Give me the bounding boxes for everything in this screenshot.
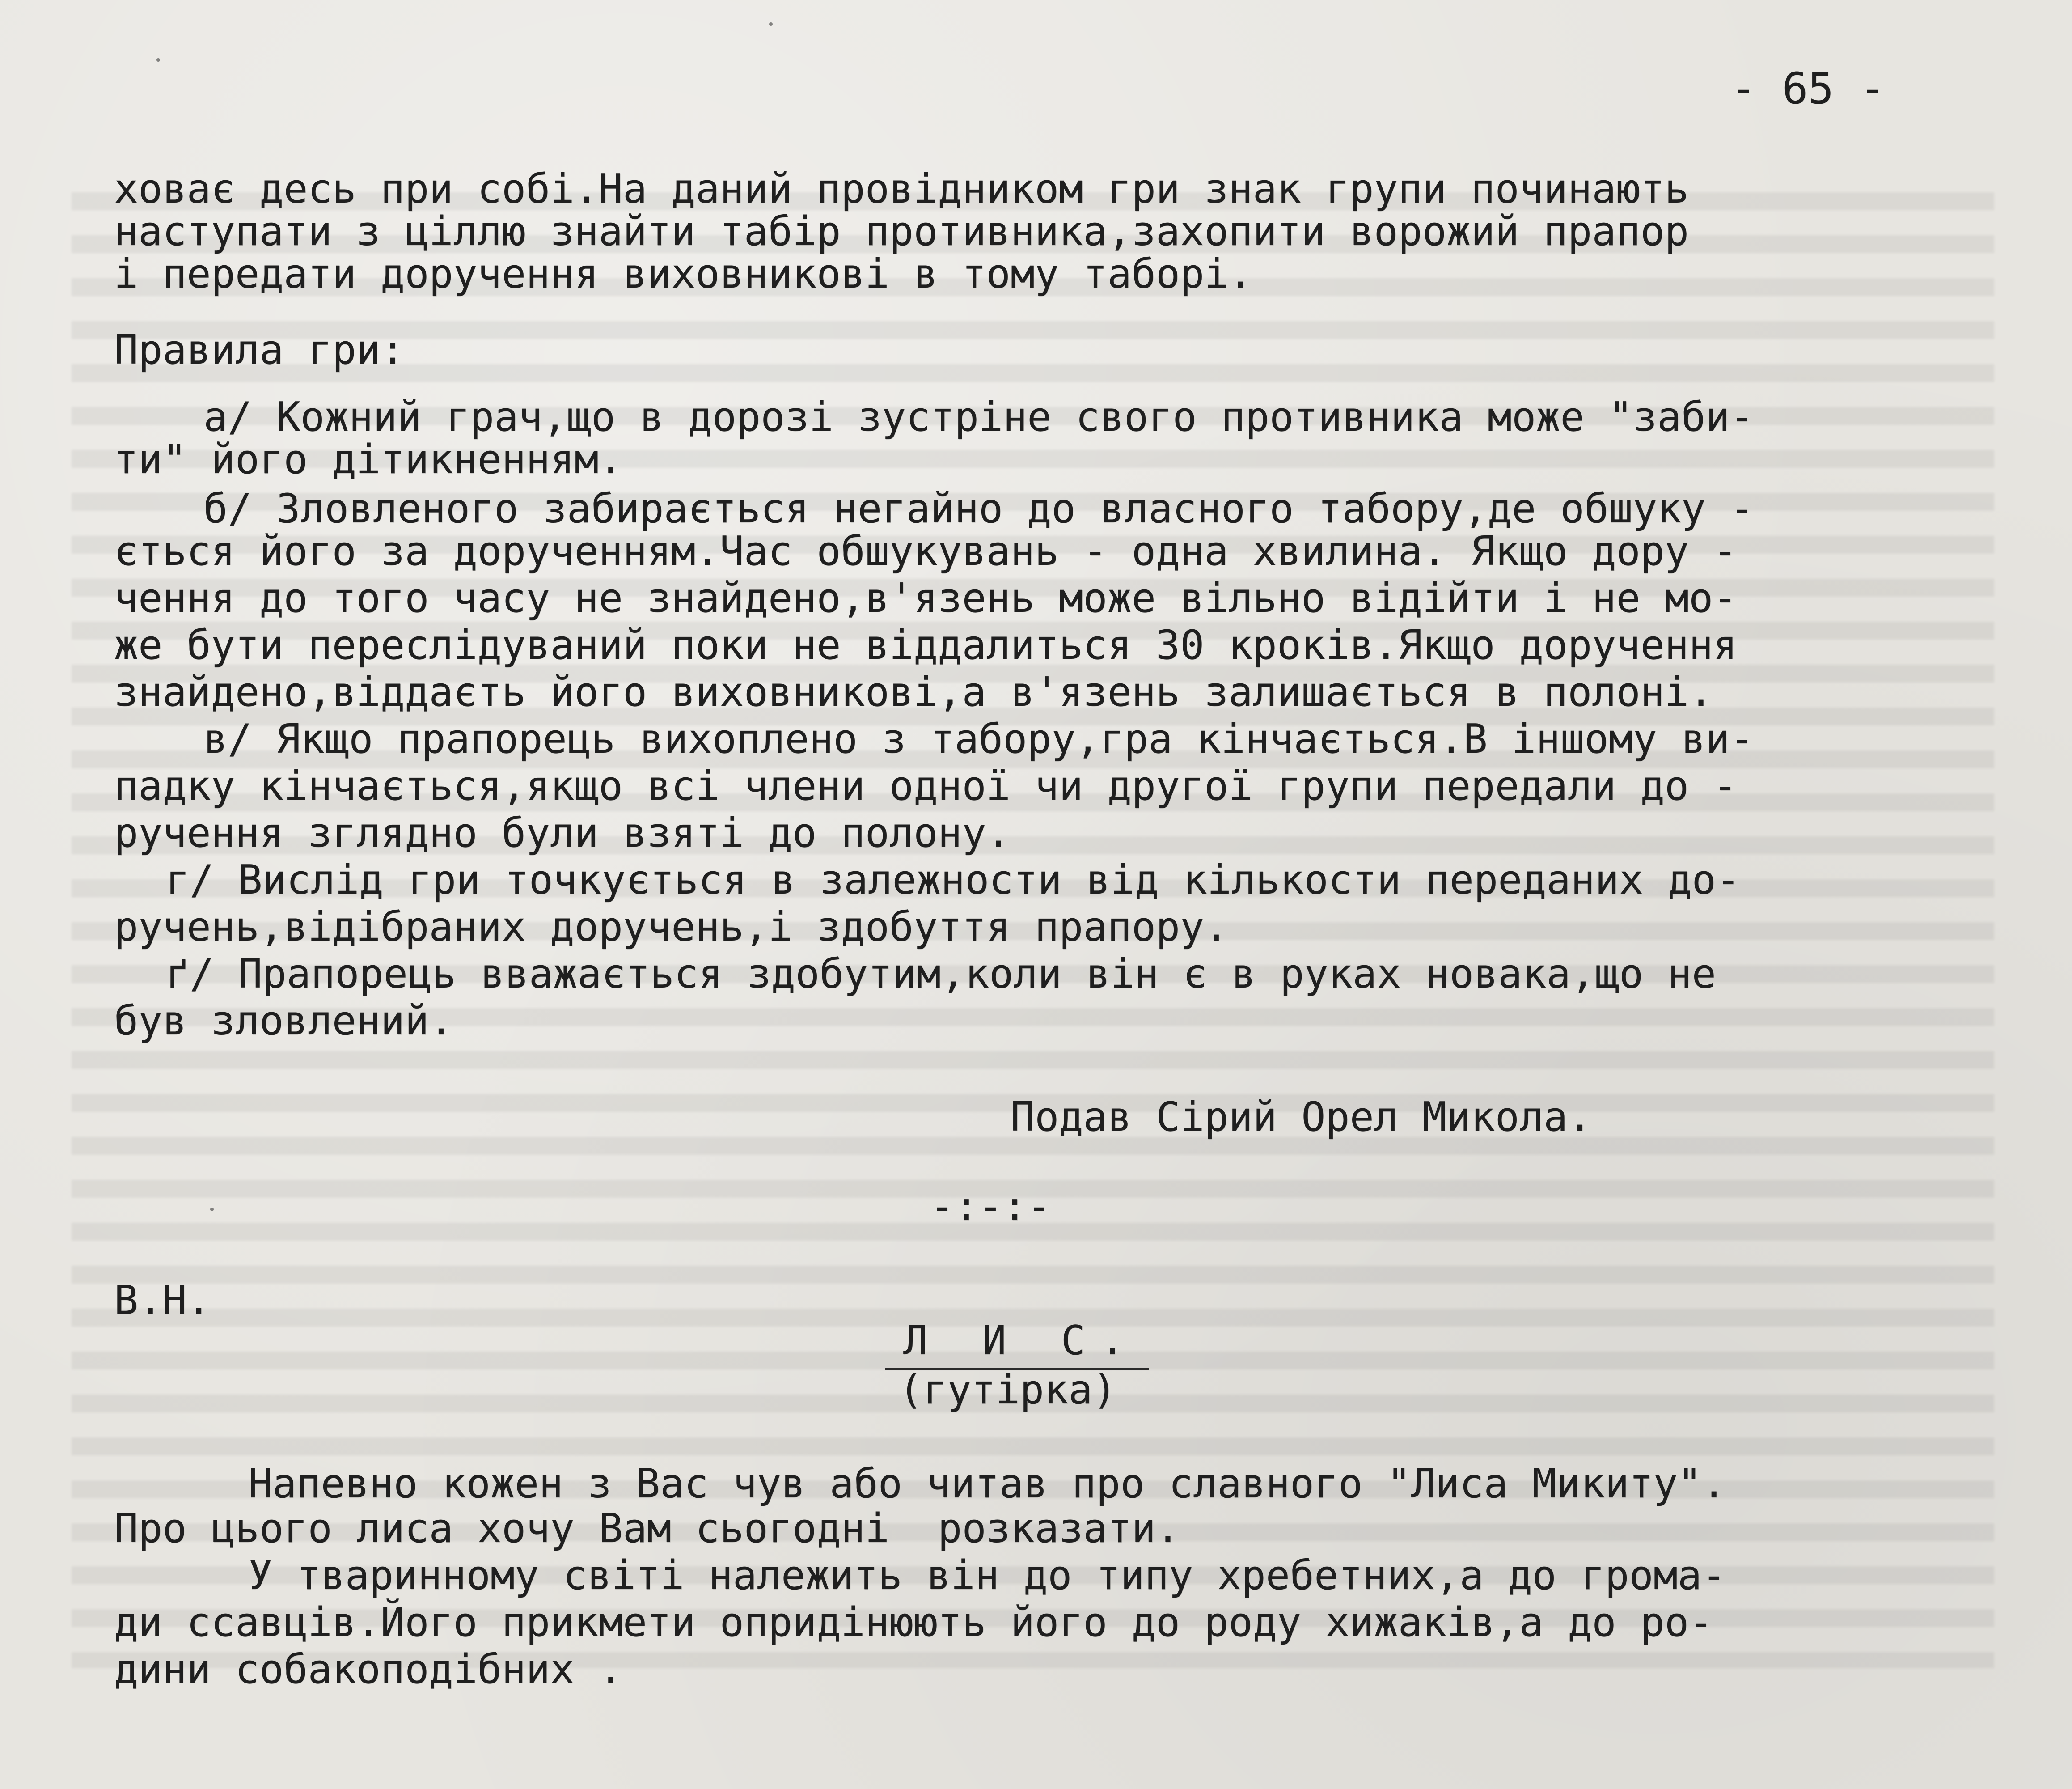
section-label: В.Н.	[114, 1277, 211, 1324]
text-line: і передати доручення виховникові в тому таборі.	[114, 250, 1253, 297]
article-line: Напевно кожен з Вас чув або читав про славного "Лиса Микиту".	[248, 1460, 1726, 1507]
text-line: знайдено,віддаєть його виховникові,а в'язень залишається в полоні.	[114, 669, 1713, 716]
page-number: - 65 -	[1730, 64, 1886, 114]
text-line: був зловлений.	[114, 997, 453, 1044]
signature: Подав Сірий Орел Микола.	[1011, 1094, 1592, 1140]
text-line: ручень,відібраних доручень,і здобуття прапору.	[114, 903, 1229, 950]
paper-speck	[210, 1208, 214, 1211]
rules-heading: Правила гри:	[114, 326, 405, 373]
article-subtitle: (гутірка)	[899, 1366, 1117, 1413]
text-line: наступати з ціллю знайти табір противника,захопити ворожий прапор	[114, 208, 1689, 255]
rule-a: а/ Кожний грач,що в дорозі зустріне свого противника може "заби-	[203, 394, 1754, 441]
text-line: ти" його дітикненням.	[114, 436, 623, 483]
paper-speck	[156, 58, 160, 62]
article-line: У тваринному світі належить він до типу хребетних,а до грома-	[248, 1552, 1726, 1599]
text-line: падку кінчається,якщо всі члени одної чи другої групи передали до -	[114, 763, 1738, 810]
separator: -:-:-	[930, 1183, 1051, 1230]
article-line: ди ссавців.Його прикмети опридінюють його до роду хижаків,а до ро-	[114, 1599, 1713, 1646]
rule-h: г/ Вислід гри точкується в залежности від кількости переданих до-	[165, 856, 1740, 903]
text-line: чення до того часу не знайдено,в'язень може вільно відійти і не мо-	[114, 575, 1738, 622]
article-line: дини собакоподібних .	[114, 1646, 623, 1693]
text-line: же бути переслідуваний поки не віддалиться 30 кроків.Якщо доручення	[114, 622, 1738, 669]
rule-v: в/ Якщо прапорець вихоплено з табору,гра кінчається.В іншому ви-	[203, 716, 1754, 763]
rule-b: б/ Зловленого забирається негайно до власного табору,де обшуку -	[203, 485, 1754, 532]
text-line: ручення зглядно були взяті до полону.	[114, 810, 1011, 856]
rule-g: ґ/ Прапорець вважається здобутим,коли він є в руках новака,що не	[165, 950, 1716, 997]
article-title: Л И С.	[903, 1317, 1140, 1364]
text-line: ється його за дорученням.Час обшукувань - одна хвилина. Якщо дору -	[114, 528, 1738, 575]
article-line: Про цього лиса хочу Вам сьогодні розказати.	[114, 1505, 1180, 1552]
text-line: ховає десь при собі.На даний провідником гри знак групи починають	[114, 165, 1689, 212]
paper-speck	[769, 22, 773, 26]
